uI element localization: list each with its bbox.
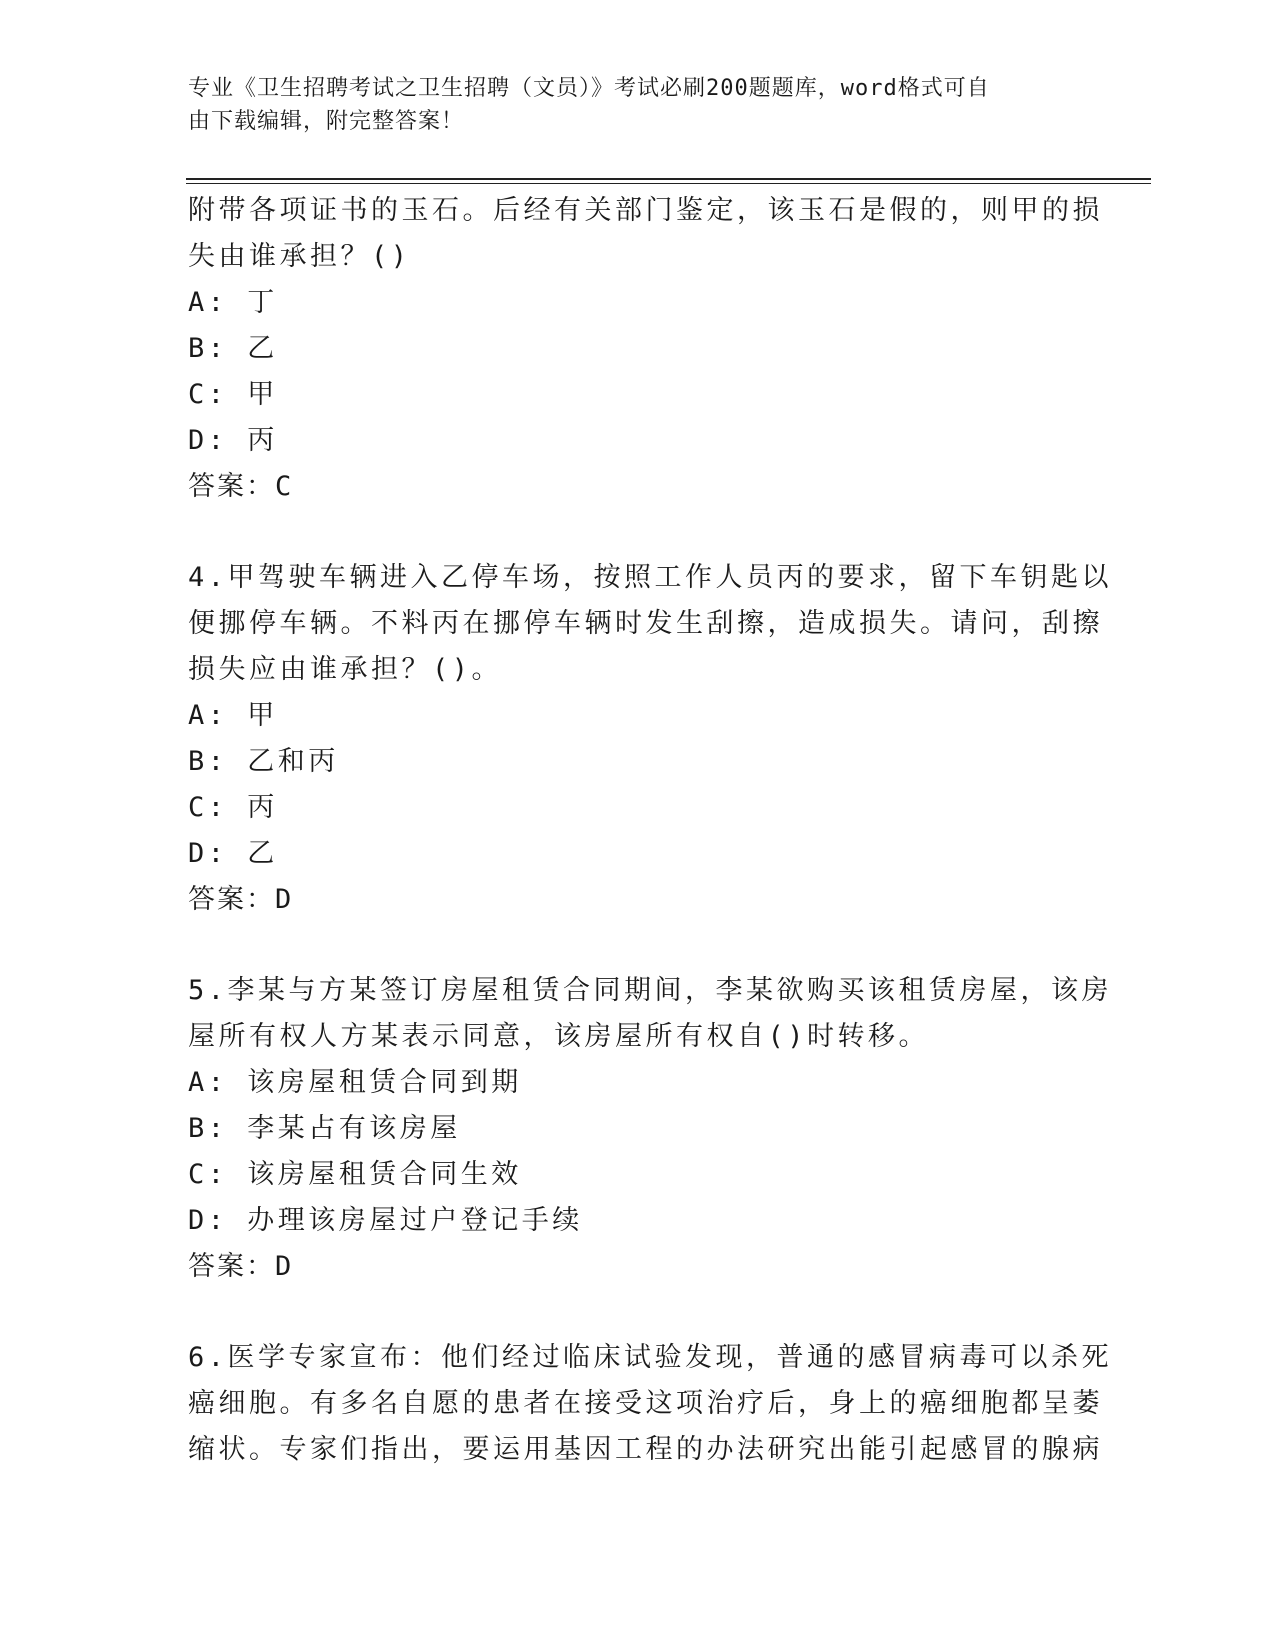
question-text-line: 损失应由谁承担？()。 <box>188 654 503 685</box>
answer-label: 答案：C <box>188 471 294 502</box>
option-a: A: 丁 <box>188 287 278 318</box>
question-6 <box>188 1335 1113 1473</box>
option-a: A: 该房屋租赁合同到期 <box>188 1067 522 1098</box>
answer-label: 答案：D <box>188 884 294 915</box>
question-5 <box>188 968 1113 1290</box>
question-text-line: 附带各项证书的玉石。后经有关部门鉴定，该玉石是假的，则甲的损 <box>188 195 1103 226</box>
question-text-line: 6.医学专家宣布：他们经过临床试验发现，普通的感冒病毒可以杀死 <box>188 1342 1113 1373</box>
question-text-line: 4.甲驾驶车辆进入乙停车场，按照工作人员丙的要求，留下车钥匙以 <box>188 562 1113 593</box>
header-rule-thick <box>186 178 1151 180</box>
document-body <box>188 188 1113 1473</box>
option-a: A: 甲 <box>188 700 278 731</box>
answer-label: 答案：D <box>188 1251 294 1282</box>
option-b: B: 乙 <box>188 333 278 364</box>
header-line-1: 专业《卫生招聘考试之卫生招聘（文员）》考试必刷200题题库，word格式可自 <box>188 76 990 101</box>
question-text-line: 癌细胞。有多名自愿的患者在接受这项治疗后，身上的癌细胞都呈萎 <box>188 1388 1103 1419</box>
question-text-line: 屋所有权人方某表示同意，该房屋所有权自()时转移。 <box>188 1021 930 1052</box>
header-rule-thin <box>186 183 1151 184</box>
header-line-2: 由下载编辑，附完整答案！ <box>188 109 465 134</box>
option-d: D: 乙 <box>188 838 278 869</box>
question-text-line: 失由谁承担？() <box>188 241 411 272</box>
document-header <box>188 72 1088 138</box>
question-4 <box>188 555 1113 923</box>
question-text-line: 缩状。专家们指出，要运用基因工程的办法研究出能引起感冒的腺病 <box>188 1434 1103 1465</box>
option-c: C: 甲 <box>188 379 278 410</box>
option-c: C: 丙 <box>188 792 278 823</box>
question-text-line: 5.李某与方某签订房屋租赁合同期间，李某欲购买该租赁房屋，该房 <box>188 975 1113 1006</box>
option-d: D: 丙 <box>188 425 278 456</box>
option-c: C: 该房屋租赁合同生效 <box>188 1159 522 1190</box>
question-3 <box>188 188 1103 510</box>
option-d: D: 办理该房屋过户登记手续 <box>188 1205 583 1236</box>
option-b: B: 李某占有该房屋 <box>188 1113 461 1144</box>
question-text-line: 便挪停车辆。不料丙在挪停车辆时发生刮擦，造成损失。请问，刮擦 <box>188 608 1103 639</box>
option-b: B: 乙和丙 <box>188 746 339 777</box>
